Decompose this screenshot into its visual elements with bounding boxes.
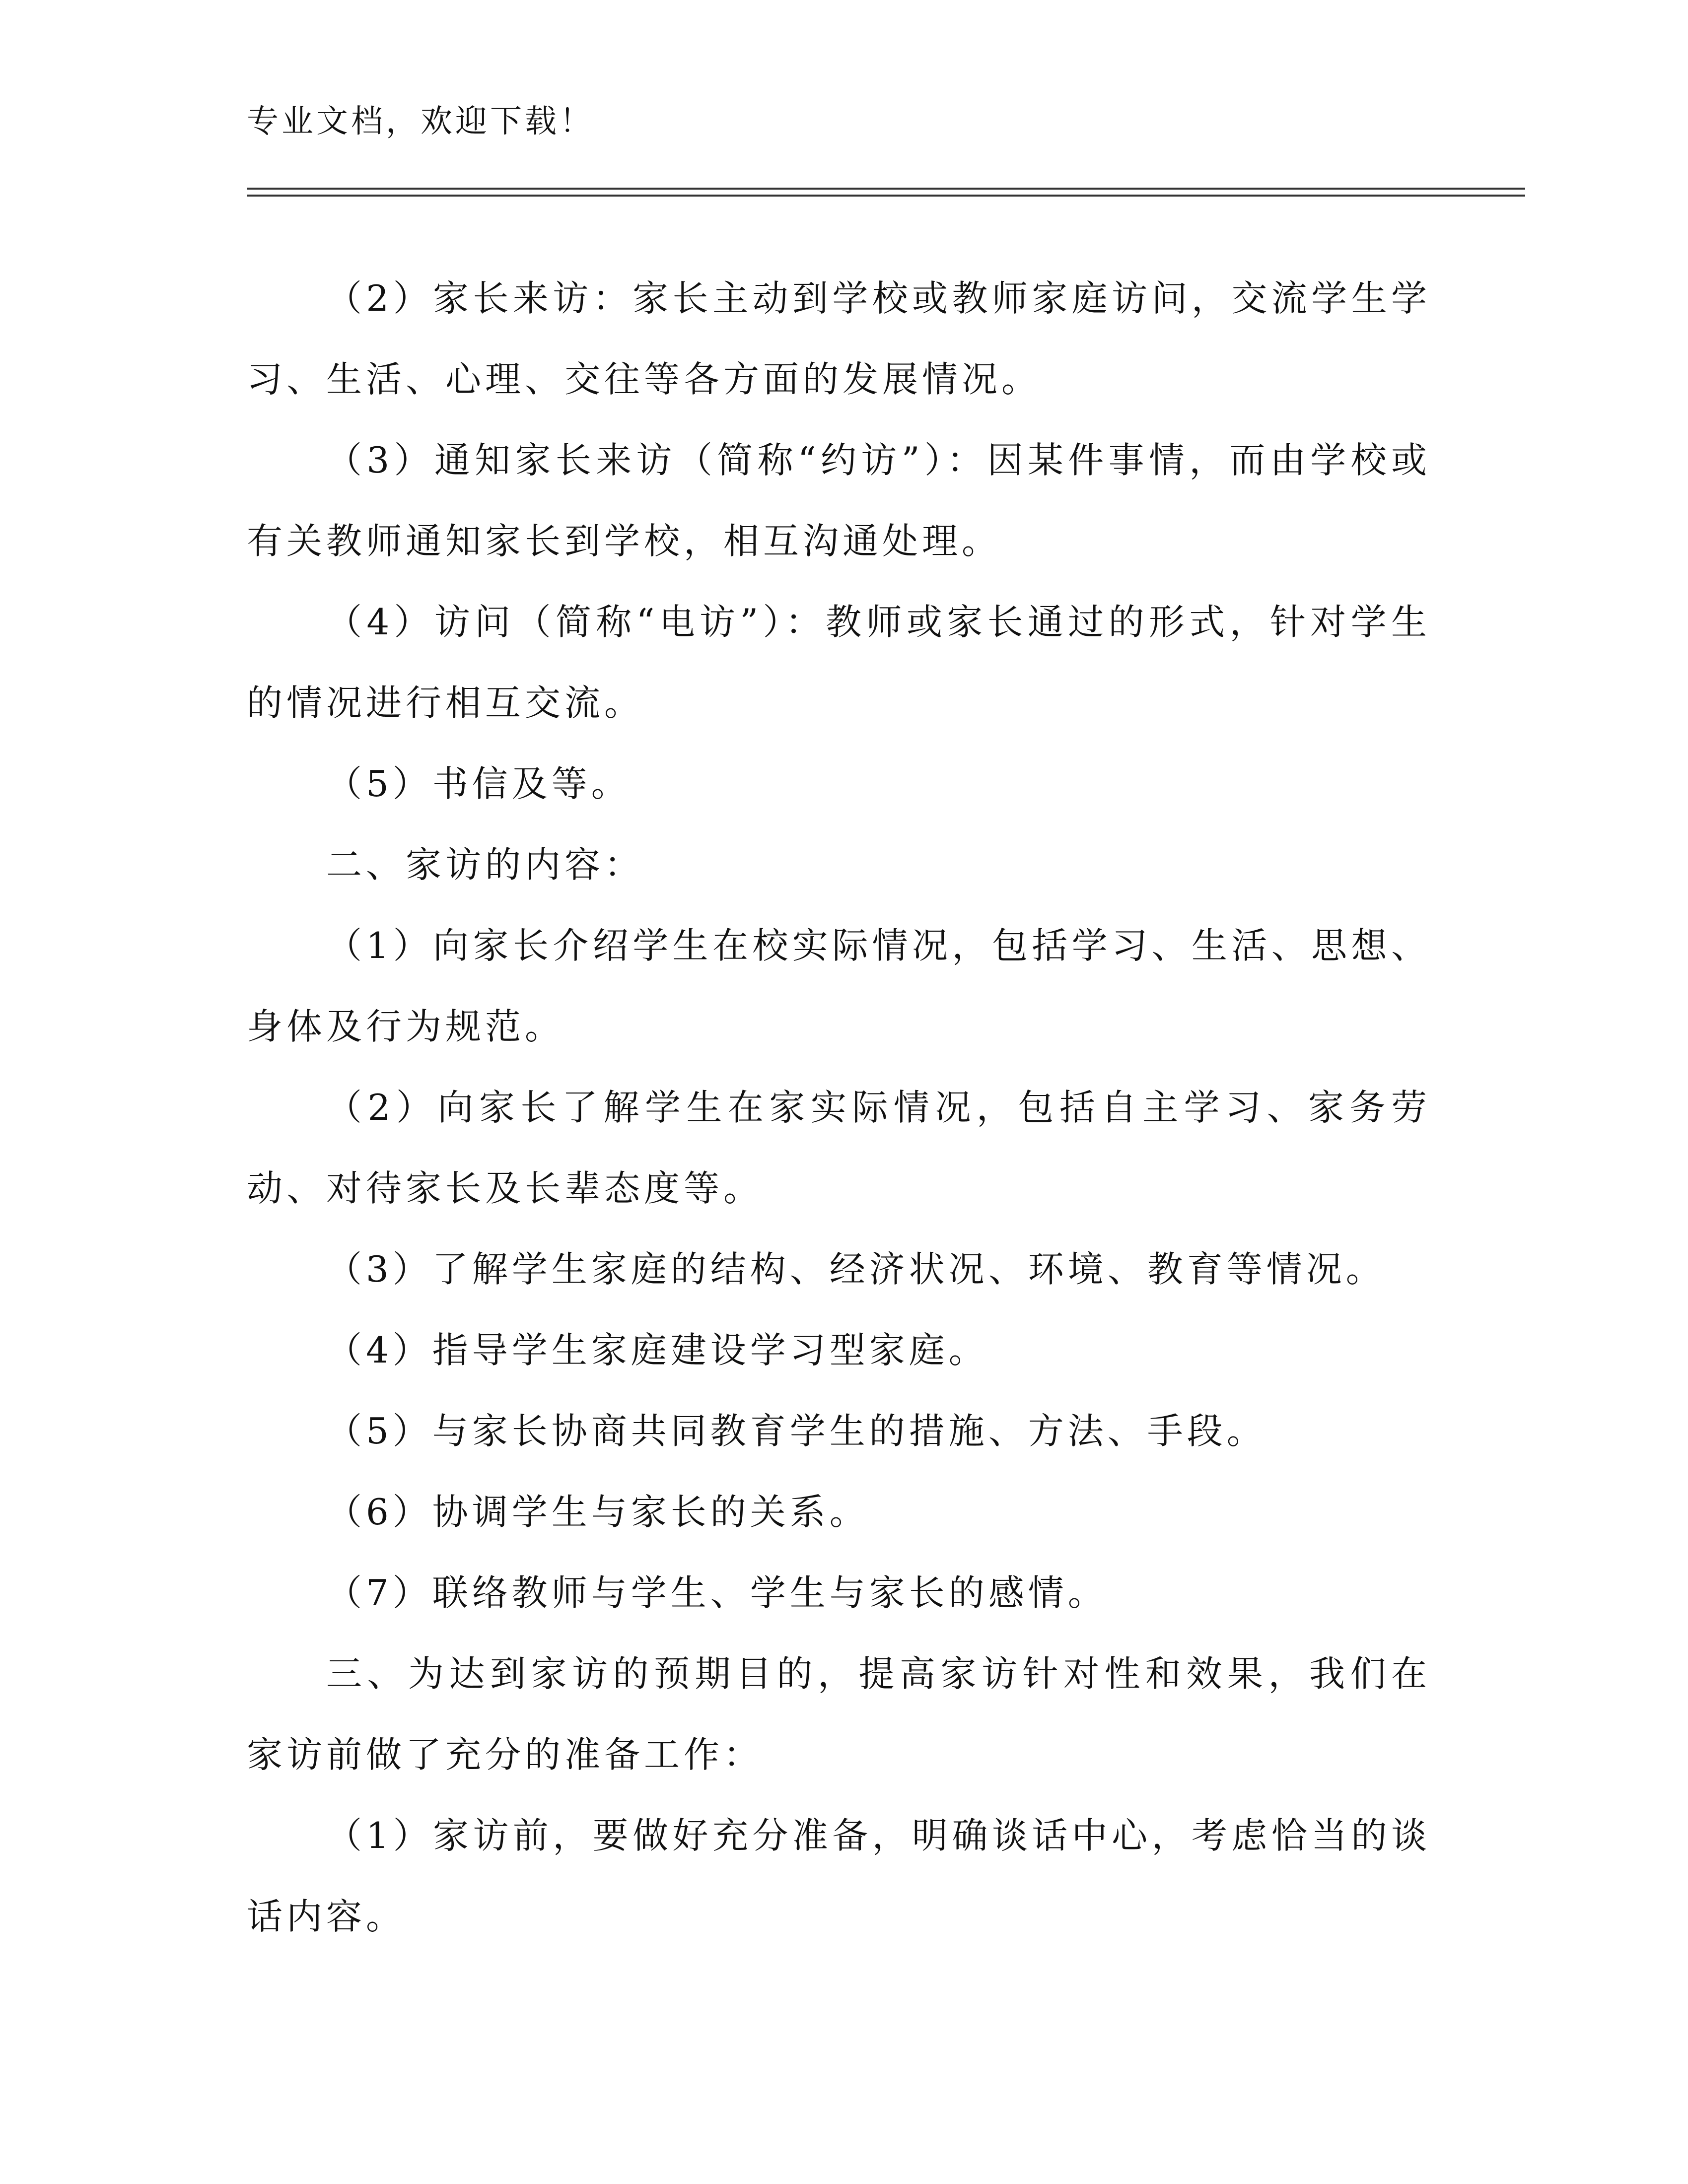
paragraph-content-2: （2）向家长了解学生在家实际情况，包括自主学习、家务劳动、对待家长及长辈态度等。 bbox=[247, 1087, 1431, 1209]
paragraph-phone-visit: （4）访问（简称“电访”）：教师或家长通过的形式，针对学生的情况进行相互交流。 bbox=[247, 601, 1431, 724]
paragraph-content-4: （4）指导学生家庭建设学习型家庭。 bbox=[326, 1329, 988, 1371]
header-divider-top bbox=[247, 188, 1525, 190]
paragraph-content-7: （7）联络教师与学生、学生与家长的感情。 bbox=[326, 1572, 1108, 1614]
paragraph-letters: （5）书信及等。 bbox=[326, 763, 631, 805]
document-body bbox=[247, 258, 1431, 1957]
paragraph-appointment-visit: （3）通知家长来访（简称“约访”）：因某件事情，而由学校或有关教师通知家长到学校，相互沟通处理。 bbox=[247, 439, 1431, 562]
header-divider-bottom bbox=[247, 195, 1525, 197]
paragraph-content-1: （1）向家长介绍学生在校实际情况，包括学习、生活、思想、身体及行为规范。 bbox=[247, 925, 1431, 1047]
paragraph-content-6: （6）协调学生与家长的关系。 bbox=[326, 1491, 869, 1533]
paragraph-parent-visit: （2）家长来访：家长主动到学校或教师家庭访问，交流学生学习、生活、心理、交往等各方面的发展情况。 bbox=[247, 277, 1431, 400]
page-header: 专业文档，欢迎下载！ bbox=[247, 103, 594, 140]
section-heading-content: 二、家访的内容： bbox=[326, 844, 644, 886]
paragraph-preparation-1: （1）家访前，要做好充分准备，明确谈话中心，考虑恰当的谈话内容。 bbox=[247, 1815, 1431, 1937]
section-heading-preparation: 三、为达到家访的预期目的，提高家访针对性和效果，我们在家访前做了充分的准备工作： bbox=[247, 1653, 1431, 1775]
paragraph-content-3: （3）了解学生家庭的结构、经济状况、环境、教育等情况。 bbox=[326, 1248, 1386, 1290]
paragraph-content-5: （5）与家长协商共同教育学生的措施、方法、手段。 bbox=[326, 1410, 1266, 1452]
